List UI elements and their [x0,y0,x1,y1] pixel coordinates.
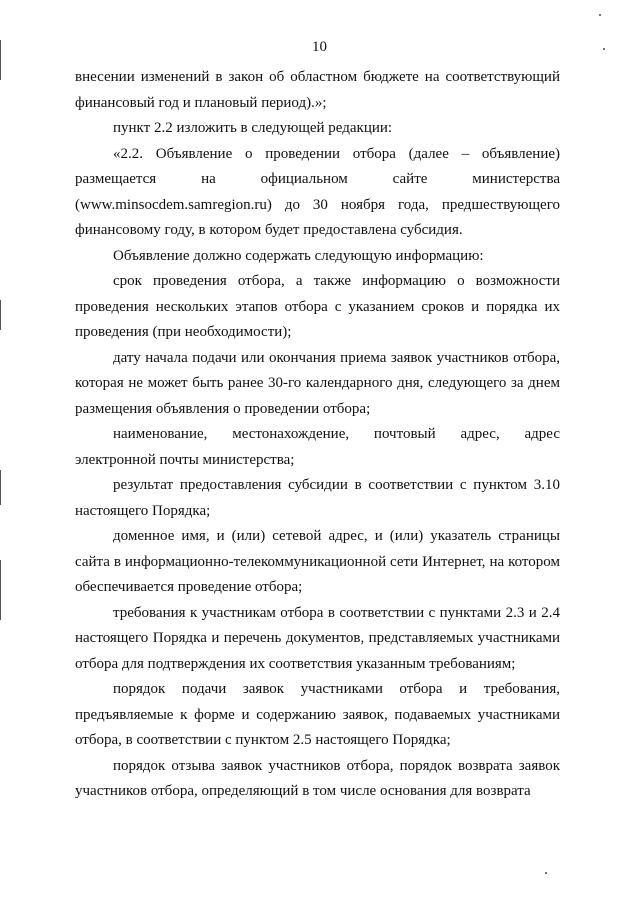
list-item-participant-requirements: требования к участникам отбора в соответствии с пунктами 2.3 и 2.4 настоящего Порядка и перечень документов, представляемых участниками отбора для подтверждения их соответствия указанным требованиям; [75,604,560,672]
scan-speck [603,48,605,50]
paragraph-announcement-content: Объявление должно содержать следующую информацию: [113,247,484,264]
scan-speck [599,14,601,16]
list-item-application-dates: дату начала подачи или окончания приема заявок участников отбора, которая не может быть ранее 30-го календарного дня, следующего за днем размещения объявления о проведении отбора; [75,349,560,417]
scan-edge-mark [0,300,1,330]
list-item-subsidy-result: результат предоставления субсидии в соответствии с пунктом 3.10 настоящего Порядка; [75,477,560,519]
scan-edge-mark [0,560,1,620]
paragraph-amendment-intro: пункт 2.2 изложить в следующей редакции: [113,120,393,136]
list-item-withdrawal-procedure: порядок отзыва заявок участников отбора, порядок возврата заявок участников отбора, определяющий в том числе основания для возврата [75,757,560,799]
list-item-application-procedure: порядок подачи заявок участниками отбора и требования, предъявляемые к форме и содержанию заявок, подаваемых участниками отбора, в соответствии с пунктом 2.5 настоящего Порядка; [75,681,560,748]
scan-edge-mark [0,40,1,80]
page-number: 10 [312,39,327,55]
scan-speck [545,872,547,874]
scan-edge-mark [0,470,1,505]
paragraph-continuation: внесении изменений в закон об областном бюджете на соответствующий финансовый год и плановый период).»; [75,69,560,111]
list-item-ministry-contacts: наименование, местонахождение, почтовый адрес, адрес электронной почты министерства; [75,426,560,468]
list-item-selection-period: срок проведения отбора, а также информацию о возможности проведения нескольких этапов отбора с указанием сроков и порядка их проведения (при необходимости); [75,273,560,340]
document-body [75,65,560,805]
paragraph-clause-2-2: «2.2. Объявление о проведении отбора (далее – объявление) размещается на официальном сайте министерства (www.minsocdem.samregion.ru) до 30 ноября года, предшествующего финансовому году, в котором будет предоставлена субсидия. [75,145,560,238]
list-item-website-address: доменное имя, и (или) сетевой адрес, и (или) указатель страницы сайта в информационно-телекоммуникационной сети Интернет, на котором обеспечивается проведение отбора; [75,528,560,595]
